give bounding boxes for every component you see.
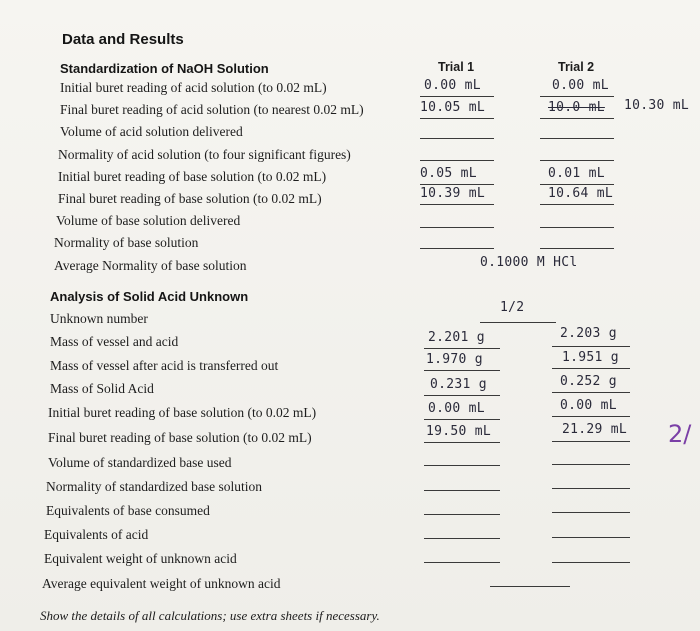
ana-t1-line-6 (424, 465, 500, 466)
std-t1-final-acid: 10.05 mL (420, 100, 486, 115)
ana-t1-line-7 (424, 490, 500, 491)
std-label-normality-acid: Normality of acid solution (to four significant figures) (58, 147, 351, 162)
std-t2-line-8 (540, 248, 614, 249)
ana-t1-mass-vessel-after: 1.970 g (426, 352, 483, 367)
std-t1-initial-base: 0.05 mL (420, 166, 477, 181)
std-label-volume-acid: Volume of acid solution delivered (60, 124, 243, 139)
std-t2-line-4 (540, 160, 614, 161)
ana-label-equiv-base: Equivalents of base consumed (46, 503, 210, 518)
trial2-header: Trial 2 (558, 60, 595, 74)
ana-t1-line-9 (424, 538, 500, 539)
ana-t2-line-5 (552, 441, 630, 442)
ana-t2-line-9 (552, 537, 630, 538)
std-t1-line-5 (420, 184, 494, 185)
std-t1-line-3 (420, 138, 494, 139)
ana-t2-mass-solid: 0.252 g (560, 374, 617, 389)
std-t1-final-base: 10.39 mL (420, 186, 486, 201)
std-t1-line-4 (420, 160, 494, 161)
ana-t2-line-1 (552, 346, 630, 347)
ana-unknown-number-value: 1/2 (500, 300, 525, 315)
ana-label-avg-equiv-weight: Average equivalent weight of unknown acid (42, 576, 281, 591)
ana-t2-line-2 (552, 368, 630, 369)
std-t2-final-base: 10.64 mL (548, 186, 614, 201)
ana-label-unknown-number: Unknown number (50, 311, 148, 326)
ana-t1-initial-base: 0.00 mL (428, 401, 485, 416)
trial1-header: Trial 1 (438, 60, 475, 74)
std-t2-line-6 (540, 204, 614, 205)
std-t2-line-1 (540, 96, 614, 97)
std-t2-initial-acid: 0.00 mL (552, 78, 609, 93)
std-label-volume-base: Volume of base solution delivered (56, 213, 241, 228)
ana-t1-line-2 (424, 370, 500, 371)
ana-t2-final-base: 21.29 mL (562, 422, 628, 437)
ana-label-initial-base: Initial buret reading of base solution (to 0.02 mL) (48, 405, 317, 420)
ana-t1-line-5 (424, 442, 500, 443)
ana-t1-final-base: 19.50 mL (426, 424, 492, 439)
std-t2-line-3 (540, 138, 614, 139)
ana-avg-equiv-weight-line (490, 586, 570, 587)
std-t2-line-7 (540, 227, 614, 228)
page-title: Data and Results (62, 31, 184, 48)
std-t2-initial-base: 0.01 mL (548, 166, 605, 181)
standardization-heading: Standardization of NaOH Solution (60, 61, 269, 76)
std-t2-final-acid-crossed: 10.0 mL (548, 100, 605, 115)
std-t1-line-8 (420, 248, 494, 249)
ana-t2-line-4 (552, 416, 630, 417)
ana-label-mass-vessel-after: Mass of vessel after acid is transferred out (50, 358, 279, 373)
ana-t1-line-8 (424, 514, 500, 515)
std-t1-line-2 (420, 118, 494, 119)
std-average-normality-value: 0.1000 M HCl (480, 255, 578, 270)
std-t1-line-6 (420, 204, 494, 205)
ana-t2-line-10 (552, 562, 630, 563)
ana-t2-initial-base: 0.00 mL (560, 398, 617, 413)
ana-t2-mass-vessel-acid: 2.203 g (560, 326, 617, 341)
std-t1-line-1 (420, 96, 494, 97)
ana-t1-line-1 (424, 348, 500, 349)
ana-t2-mass-vessel-after: 1.951 g (562, 350, 619, 365)
ana-t1-line-10 (424, 562, 500, 563)
ana-label-mass-vessel-acid: Mass of vessel and acid (50, 334, 179, 349)
ana-t2-line-6 (552, 464, 630, 465)
ana-label-volume-base: Volume of standardized base used (48, 455, 232, 470)
ana-label-final-base: Final buret reading of base solution (to 0.02 mL) (48, 430, 312, 445)
ana-t1-line-4 (424, 419, 500, 420)
std-label-initial-acid: Initial buret reading of acid solution (to 0.02 mL) (60, 80, 327, 95)
analysis-heading: Analysis of Solid Acid Unknown (50, 289, 249, 304)
ana-label-equiv-weight: Equivalent weight of unknown acid (44, 551, 237, 566)
ana-t1-line-3 (424, 395, 500, 396)
std-t1-line-7 (420, 227, 494, 228)
std-label-final-base: Final buret reading of base solution (to 0.02 mL) (58, 191, 322, 206)
ana-label-mass-solid-acid: Mass of Solid Acid (50, 381, 154, 396)
std-label-average-normality: Average Normality of base solution (54, 258, 247, 273)
std-t2-line-5 (540, 184, 614, 185)
ana-t2-line-8 (552, 512, 630, 513)
ana-t1-mass-vessel-acid: 2.201 g (428, 330, 485, 345)
ana-t2-line-7 (552, 488, 630, 489)
grader-margin-mark: 2/ (668, 420, 692, 448)
std-t1-initial-acid: 0.00 mL (424, 78, 481, 93)
std-label-initial-base: Initial buret reading of base solution (to 0.02 mL) (58, 169, 327, 184)
std-t2-final-acid-correction: 10.30 mL (624, 98, 690, 113)
footer-instructions: Show the details of all calculations; use extra sheets if necessary. (40, 608, 380, 623)
ana-t2-line-3 (552, 392, 630, 393)
std-label-final-acid: Final buret reading of acid solution (to nearest 0.02 mL) (60, 102, 364, 117)
std-label-normality-base: Normality of base solution (54, 235, 199, 250)
ana-label-equiv-acid: Equivalents of acid (44, 527, 149, 542)
ana-label-normality-base: Normality of standardized base solution (46, 479, 262, 494)
ana-unknown-line (480, 322, 556, 323)
ana-t1-mass-solid: 0.231 g (430, 377, 487, 392)
std-t2-line-2 (540, 118, 614, 119)
